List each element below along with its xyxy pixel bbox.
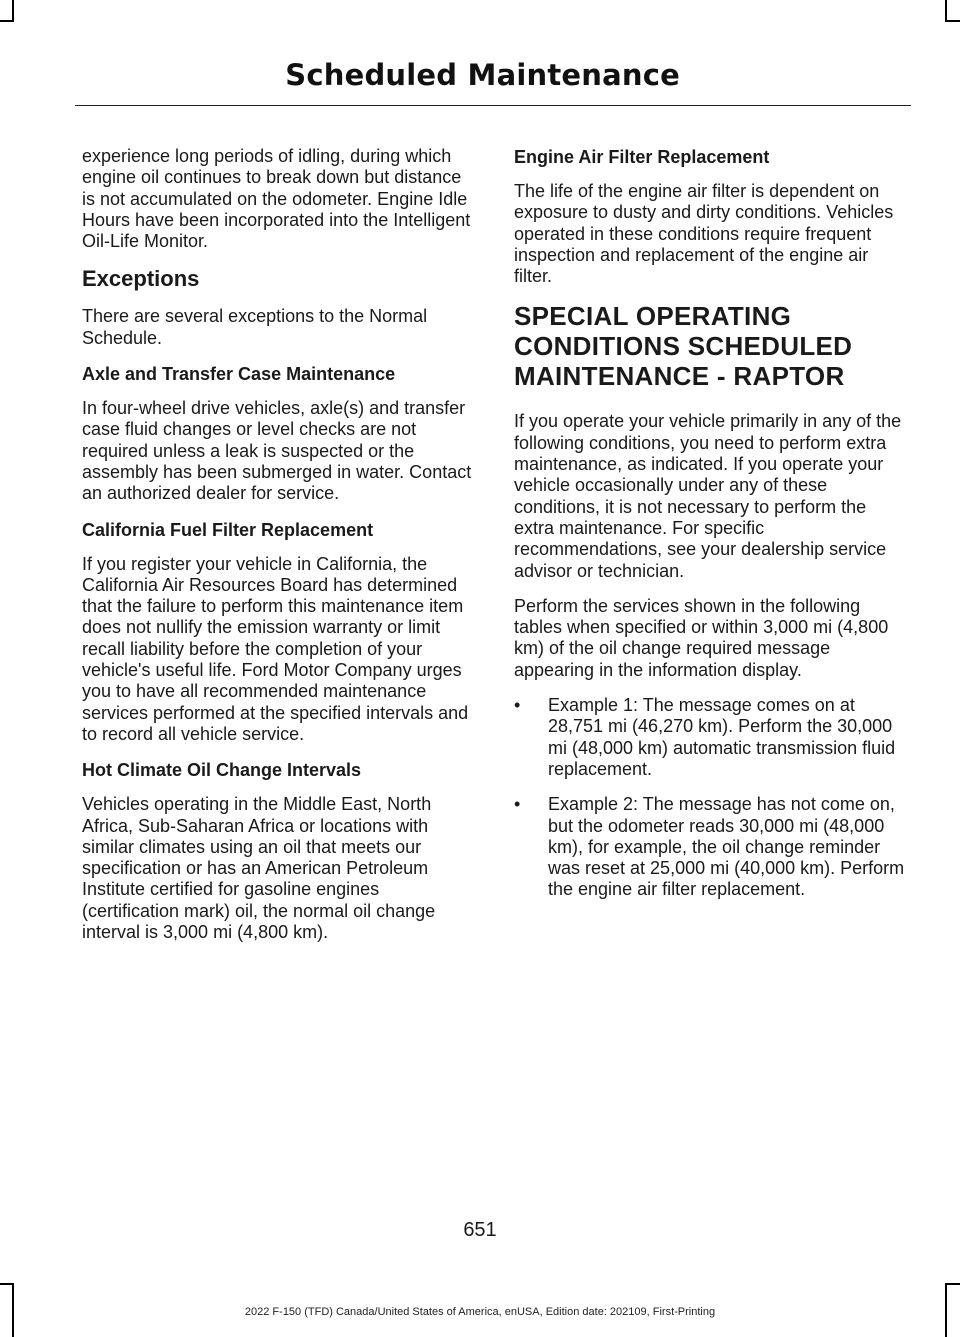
- page-header-title: Scheduled Maintenance: [285, 58, 680, 92]
- california-fuel-filter-heading: California Fuel Filter Replacement: [82, 519, 374, 540]
- raptor-heading-line-3: MAINTENANCE - RAPTOR: [514, 361, 845, 392]
- header-divider: [75, 105, 911, 106]
- axle-transfer-heading: Axle and Transfer Case Maintenance: [82, 364, 396, 385]
- bullet-icon: •: [514, 695, 521, 716]
- left-column: [82, 146, 477, 957]
- california-fuel-filter-paragraph: If you register your vehicle in California, the California Air Resources Board has determined that the failure to perform this maintenance item does not nullify the emission warranty or limit recall liability before the completion of your vehicle's useful life. Ford Motor Company urges you to have all recommended maintenance services performed at the specified intervals and to record all vehicle service.: [82, 553, 469, 744]
- crop-mark-top-right-v: [945, 0, 947, 22]
- list-item: [514, 695, 909, 780]
- list-item-text: Example 2: The message has not come on, but the odometer reads 30,000 mi (48,000 km), for example, the oil change reminder was reset at 25,000 mi (40,000 km). Perform the engine air filter replacement.: [548, 794, 905, 900]
- page-number: 651: [463, 1219, 497, 1241]
- right-column: [514, 146, 909, 915]
- edition-footer: 2022 F-150 (TFD) Canada/United States of America, enUSA, Edition date: 202109, First-Printing: [244, 1306, 716, 1318]
- hot-climate-heading: Hot Climate Oil Change Intervals: [82, 760, 362, 781]
- hot-climate-paragraph: Vehicles operating in the Middle East, North Africa, Sub-Saharan Africa or locations with similar climates using an oil that meets our specification or has an American Petroleum Institute certified for gasoline engines (certification mark) oil, the normal oil change interval is 3,000 mi (4,800 km).: [82, 794, 436, 943]
- list-item: [514, 794, 909, 900]
- exceptions-heading: Exceptions: [82, 266, 200, 292]
- crop-mark-bottom-right-h: [945, 1283, 960, 1285]
- services-paragraph: Perform the services shown in the following tables when specified or within 3,000 mi (4,800 km) of the oil change required message appearing in the information display.: [514, 595, 889, 680]
- crop-mark-top-left-v: [12, 0, 14, 22]
- bullet-icon: •: [514, 794, 521, 815]
- axle-transfer-paragraph: In four-wheel drive vehicles, axle(s) and transfer case fluid changes or level checks are not required unless a leak is suspected or the assembly has been submerged in water. Contact an authorized dealer for service.: [82, 398, 472, 504]
- raptor-section-heading: [514, 301, 909, 391]
- idle-hours-paragraph: experience long periods of idling, during which engine oil continues to break down but distance is not accumulated on the odometer. Engine Idle Hours have been incorporated into the Intelligent Oil-Life Monitor.: [82, 146, 471, 252]
- raptor-heading-line-1: SPECIAL OPERATING: [514, 301, 792, 332]
- crop-mark-bottom-left-h: [0, 1283, 14, 1285]
- air-filter-paragraph: The life of the engine air filter is dependent on exposure to dusty and dirty conditions. Vehicles operated in these conditions require frequent inspection and replacement of the engine air filter.: [514, 181, 894, 287]
- operating-conditions-paragraph: If you operate your vehicle primarily in any of the following conditions, you need to perform extra maintenance, as indicated. If you operate your vehicle occasionally under any of these conditions, it is not necessary to perform the extra maintenance. For specific recommendations, see your dealership service advisor or technician.: [514, 411, 902, 581]
- crop-mark-top-right-h: [945, 20, 960, 22]
- crop-mark-top-left-h: [0, 20, 14, 22]
- raptor-heading-line-2: CONDITIONS SCHEDULED: [514, 331, 853, 362]
- examples-list: [514, 695, 909, 901]
- air-filter-heading: Engine Air Filter Replacement: [514, 147, 770, 167]
- exceptions-paragraph: There are several exceptions to the Normal Schedule.: [82, 306, 428, 348]
- list-item-text: Example 1: The message comes on at 28,751 mi (46,270 km). Perform the 30,000 mi (48,000 km) automatic transmission fluid replacement.: [548, 695, 896, 779]
